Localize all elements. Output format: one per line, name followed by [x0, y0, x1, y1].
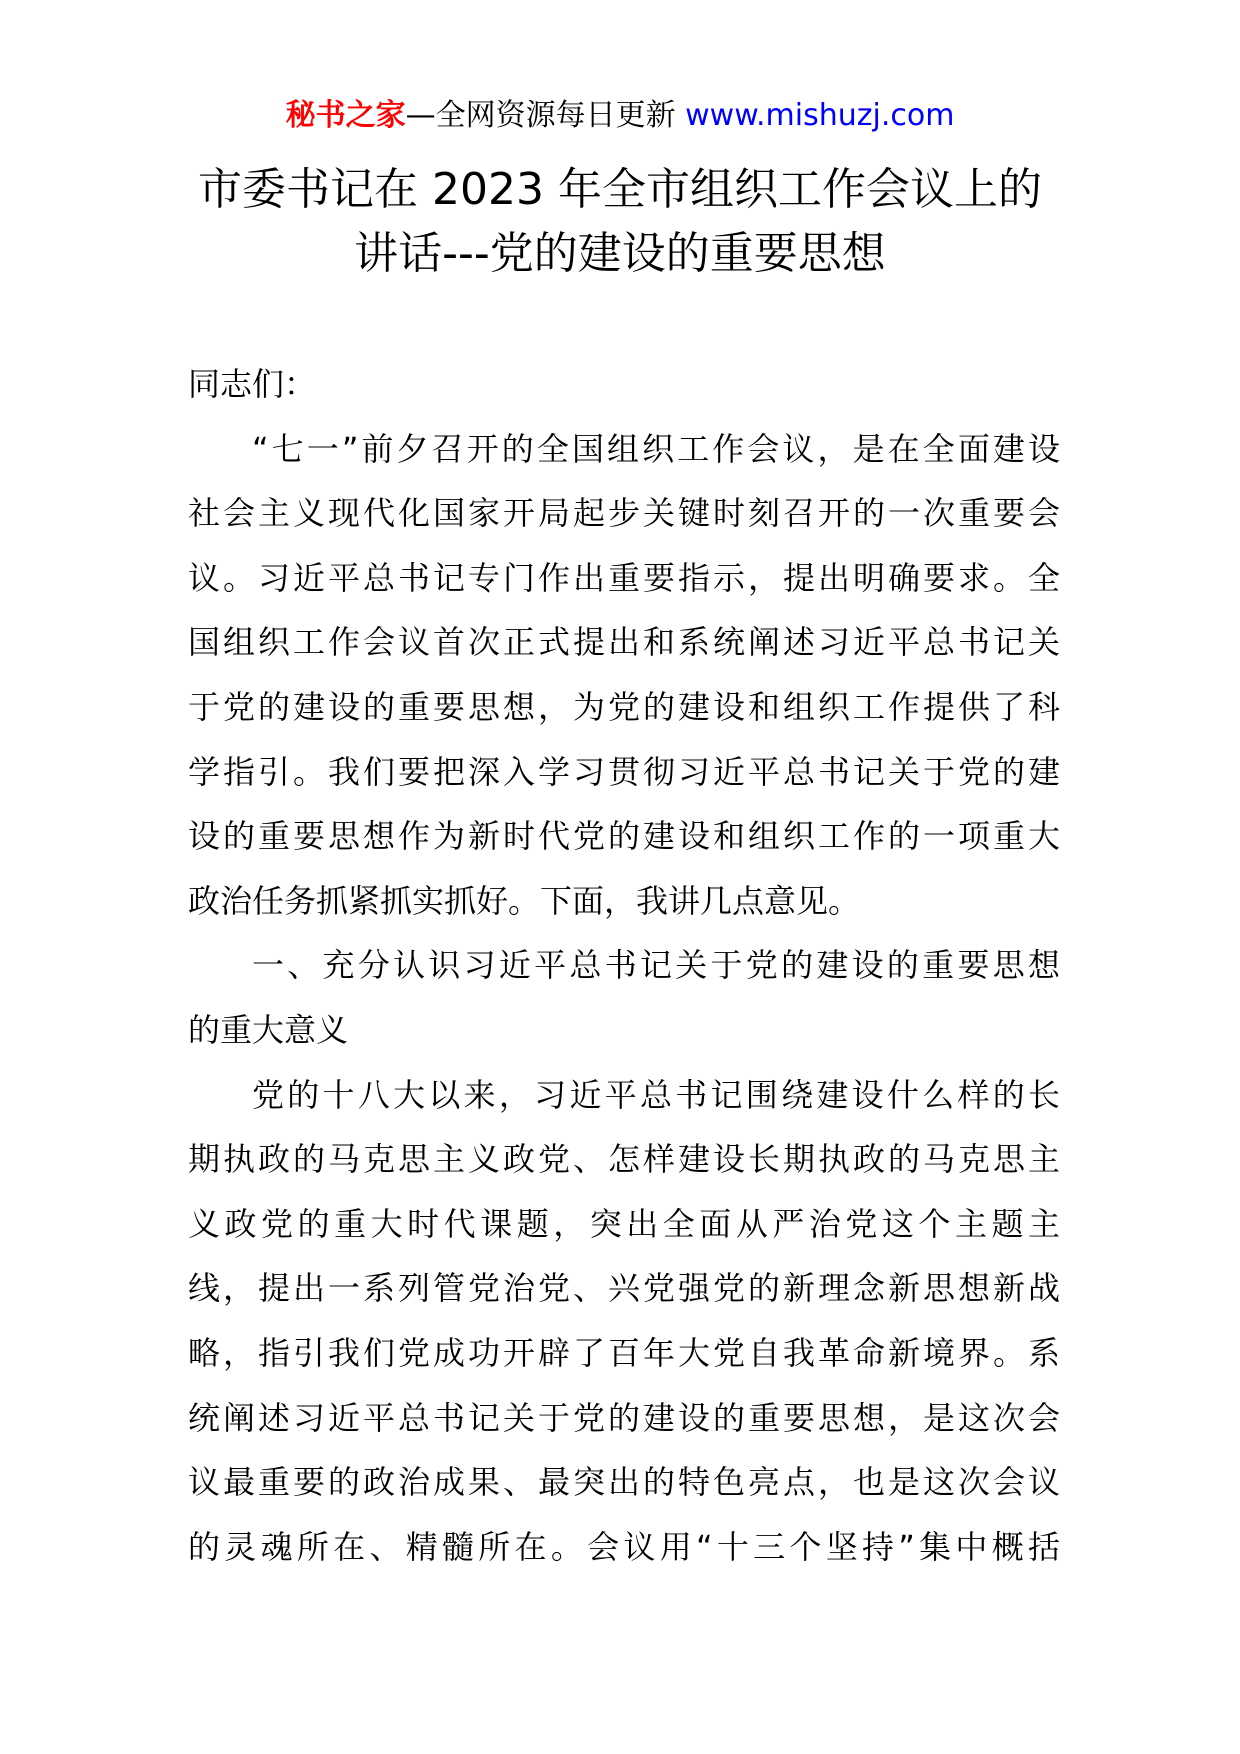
paragraph-2-line: 党的十八大以来，习近平总书记围绕建设什么样的长 — [252, 1075, 1060, 1114]
paragraph-2-line: 议最重要的政治成果、最突出的特色亮点，也是这次会议 — [188, 1463, 1060, 1502]
banner-tagline: —全网资源每日更新 — [405, 98, 686, 133]
title-line-1: 市委书记在 2023 年全市组织工作会议上的 — [198, 164, 1042, 215]
paragraph-1-line: 国组织工作会议首次正式提出和系统阐述习近平总书记关 — [188, 623, 1060, 662]
paragraph-1-line: 政治任务抓紧抓实抓好。下面，我讲几点意见。 — [188, 881, 861, 920]
paragraph-2-line: 统阐述习近平总书记关于党的建设的重要思想，是这次会 — [188, 1398, 1060, 1437]
paragraph-2-line: 义政党的重大时代课题，突出全面从严治党这个主题主 — [188, 1204, 1060, 1243]
section-heading-line: 的重大意义 — [188, 1010, 349, 1049]
paragraph-1-line: 学指引。我们要把深入学习贯彻习近平总书记关于党的建 — [188, 752, 1060, 791]
site-banner — [0, 96, 1240, 136]
paragraph-1-line: 于党的建设的重要思想，为党的建设和组织工作提供了科 — [188, 687, 1060, 726]
paragraph-2-line: 的灵魂所在、精髓所在。会议用“十三个坚持”集中概括 — [188, 1527, 1060, 1566]
document-title — [120, 158, 1120, 286]
paragraph-1-line: 议。习近平总书记专门作出重要指示，提出明确要求。全 — [188, 558, 1060, 597]
title-line-2: 讲话---党的建设的重要思想 — [354, 228, 886, 279]
document-body — [188, 352, 1060, 1579]
paragraph-2-line: 略，指引我们党成功开辟了百年大党自我革命新境界。系 — [188, 1333, 1060, 1372]
section-heading-line: 一、充分认识习近平总书记关于党的建设的重要思想 — [252, 946, 1060, 985]
banner-brand: 秘书之家 — [285, 98, 406, 133]
salutation: 同志们： — [188, 365, 317, 403]
paragraph-2-line: 线，提出一系列管党治党、兴党强党的新理念新思想新战 — [188, 1269, 1060, 1308]
paragraph-2-line: 期执政的马克思主义政党、怎样建设长期执政的马克思主 — [188, 1140, 1060, 1179]
paragraph-1-line: “七一”前夕召开的全国组织工作会议，是在全面建设 — [252, 429, 1060, 468]
banner-url-link[interactable]: www.mishuzj.com — [685, 98, 955, 133]
paragraph-1-line: 社会主义现代化国家开局起步关键时刻召开的一次重要会 — [188, 494, 1060, 533]
paragraph-1-line: 设的重要思想作为新时代党的建设和组织工作的一项重大 — [188, 817, 1060, 856]
